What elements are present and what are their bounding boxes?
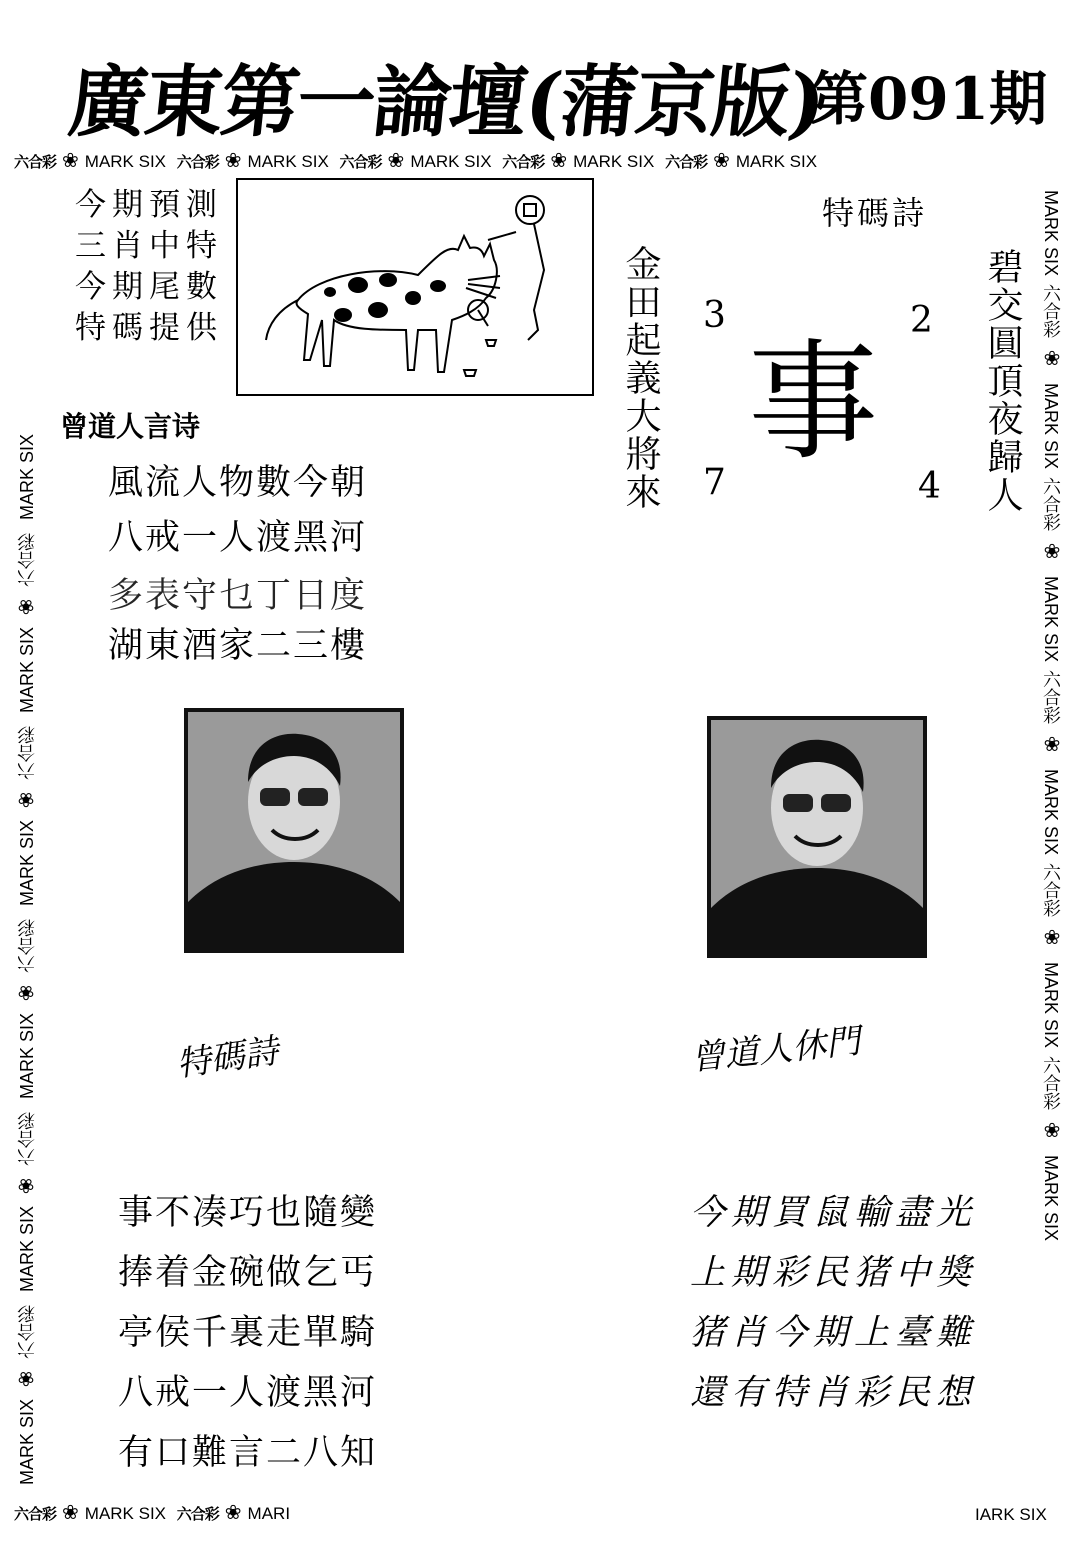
bottom-left-line: 捧着金碗做乞丐 [118,1253,378,1293]
big-character: 事 [748,326,879,478]
left-poem-line: 八戒一人渡黑河 [108,518,368,558]
band-text: MARK SIX [735,152,818,171]
band-text-cut: IARK SIX [975,1505,1047,1524]
bottom-left-line: 八戒一人渡黑河 [118,1373,378,1413]
band-logo: 六合彩 [1041,1056,1061,1111]
flower-icon: ❀ [224,150,242,172]
flower-icon: ❀ [1040,925,1062,950]
band-text: MARK SIX [1041,962,1061,1049]
band-text: MARK SIX [17,1398,37,1485]
band-text-cut: MARI [247,1504,291,1523]
flower-icon: ❀ [387,150,405,172]
number-top-left: 3 [703,295,726,336]
left-vertical-band [14,185,40,1485]
right-heading: 特碼詩 [822,194,928,232]
bottom-right-heading: 曾道人休門 [688,1021,862,1079]
band-text: MARK SIX [17,626,37,713]
bottom-left-line: 事不凑巧也隨變 [118,1193,378,1233]
bottom-left-line: 有口難言二八知 [118,1433,378,1473]
bottom-band [14,1500,296,1525]
band-text: MARK SIX [1041,190,1061,277]
prediction-line: 三肖中特 [75,228,223,264]
band-logo: 六合彩 [17,918,37,973]
band-logo: 六合彩 [14,154,57,171]
flower-icon: ❀ [713,150,730,172]
band-logo: 六合彩 [1041,863,1061,918]
number-top-right: 2 [910,300,933,341]
issue-number: 第091期 [810,65,1048,133]
left-poem-line: 風流人物數今朝 [108,463,368,503]
band-logo: 六合彩 [176,154,219,171]
bottom-band-right [975,1505,1053,1525]
right-vertical-band [1038,190,1064,1490]
band-text: MARK SIX [1041,576,1061,663]
flower-icon: ❀ [16,594,38,619]
band-logo: 六合彩 [176,1506,219,1523]
portrait-drawing [711,720,923,954]
portrait-photo-right [707,716,927,958]
bottom-right-line: 還有特肖彩民想 [690,1373,978,1413]
band-logo: 六合彩 [339,154,382,171]
band-logo: 六合彩 [14,1506,57,1523]
flower-icon: ❀ [16,1173,38,1198]
band-text: MARK SIX [84,1504,167,1523]
right-vertical-text: 碧交圓頂夜歸人 [982,248,1023,514]
flower-icon: ❀ [16,980,38,1005]
band-logo: 六合彩 [17,1111,37,1166]
band-logo: 六合彩 [17,532,37,587]
flower-icon: ❀ [16,1366,38,1391]
left-poem-line: 多表守乜丁日度 [108,576,368,616]
flower-icon: ❀ [1040,346,1062,371]
flower-icon: ❀ [1040,1118,1062,1143]
band-text: MARK SIX [1041,769,1061,856]
bottom-left-line: 亭侯千裏走單騎 [118,1313,378,1353]
cat-drawing [238,180,592,394]
band-logo: 六合彩 [17,725,37,780]
band-text: MARK SIX [410,152,492,171]
band-text: MARK SIX [17,433,37,520]
prediction-line: 特碼提供 [75,310,223,346]
portrait-drawing [188,712,400,949]
portrait-photo-left [184,708,404,953]
band-logo: 六合彩 [1041,284,1061,339]
band-text: MARK SIX [17,1012,37,1099]
band-text: MARK SIX [17,819,37,906]
bottom-right-line: 猪肖今期上臺難 [690,1313,978,1353]
flower-icon: ❀ [1040,539,1062,564]
band-text: MARK SIX [573,152,655,171]
band-logo: 六合彩 [17,1304,37,1359]
number-bottom-right: 4 [918,466,941,507]
prediction-line: 今期預測 [75,187,223,223]
band-text: MARK SIX [17,1205,37,1292]
left-poem-line: 湖東酒家二三樓 [108,626,368,666]
page-title: 廣東第一論壇(蒲京版) [64,57,828,148]
prediction-block [75,185,223,349]
top-band [14,148,823,173]
flower-icon: ❀ [1040,732,1062,757]
bottom-right-line: 上期彩民猪中獎 [690,1253,978,1293]
band-text: MARK SIX [247,152,329,171]
flower-icon: ❀ [16,787,38,812]
band-logo: 六合彩 [1041,670,1061,725]
band-text: MARK SIX [1041,1155,1061,1242]
bottom-left-heading: 特碼詩 [174,1031,281,1085]
bottom-right-line: 今期買鼠輸盡光 [690,1193,978,1233]
band-text: MARK SIX [1041,383,1061,470]
flower-icon: ❀ [62,1502,79,1524]
cat-illustration [236,178,594,396]
band-logo: 六合彩 [1041,477,1061,532]
number-bottom-left: 7 [703,462,726,503]
left-poem-title: 曾道人言诗 [60,410,201,443]
flower-icon: ❀ [224,1502,242,1524]
band-logo: 六合彩 [502,154,545,171]
band-text: MARK SIX [84,152,167,171]
center-vertical-text: 金田起義大將來 [620,245,661,511]
prediction-line: 今期尾數 [75,269,223,305]
band-logo: 六合彩 [665,154,708,171]
flower-icon: ❀ [550,150,568,172]
flower-icon: ❀ [62,150,79,172]
